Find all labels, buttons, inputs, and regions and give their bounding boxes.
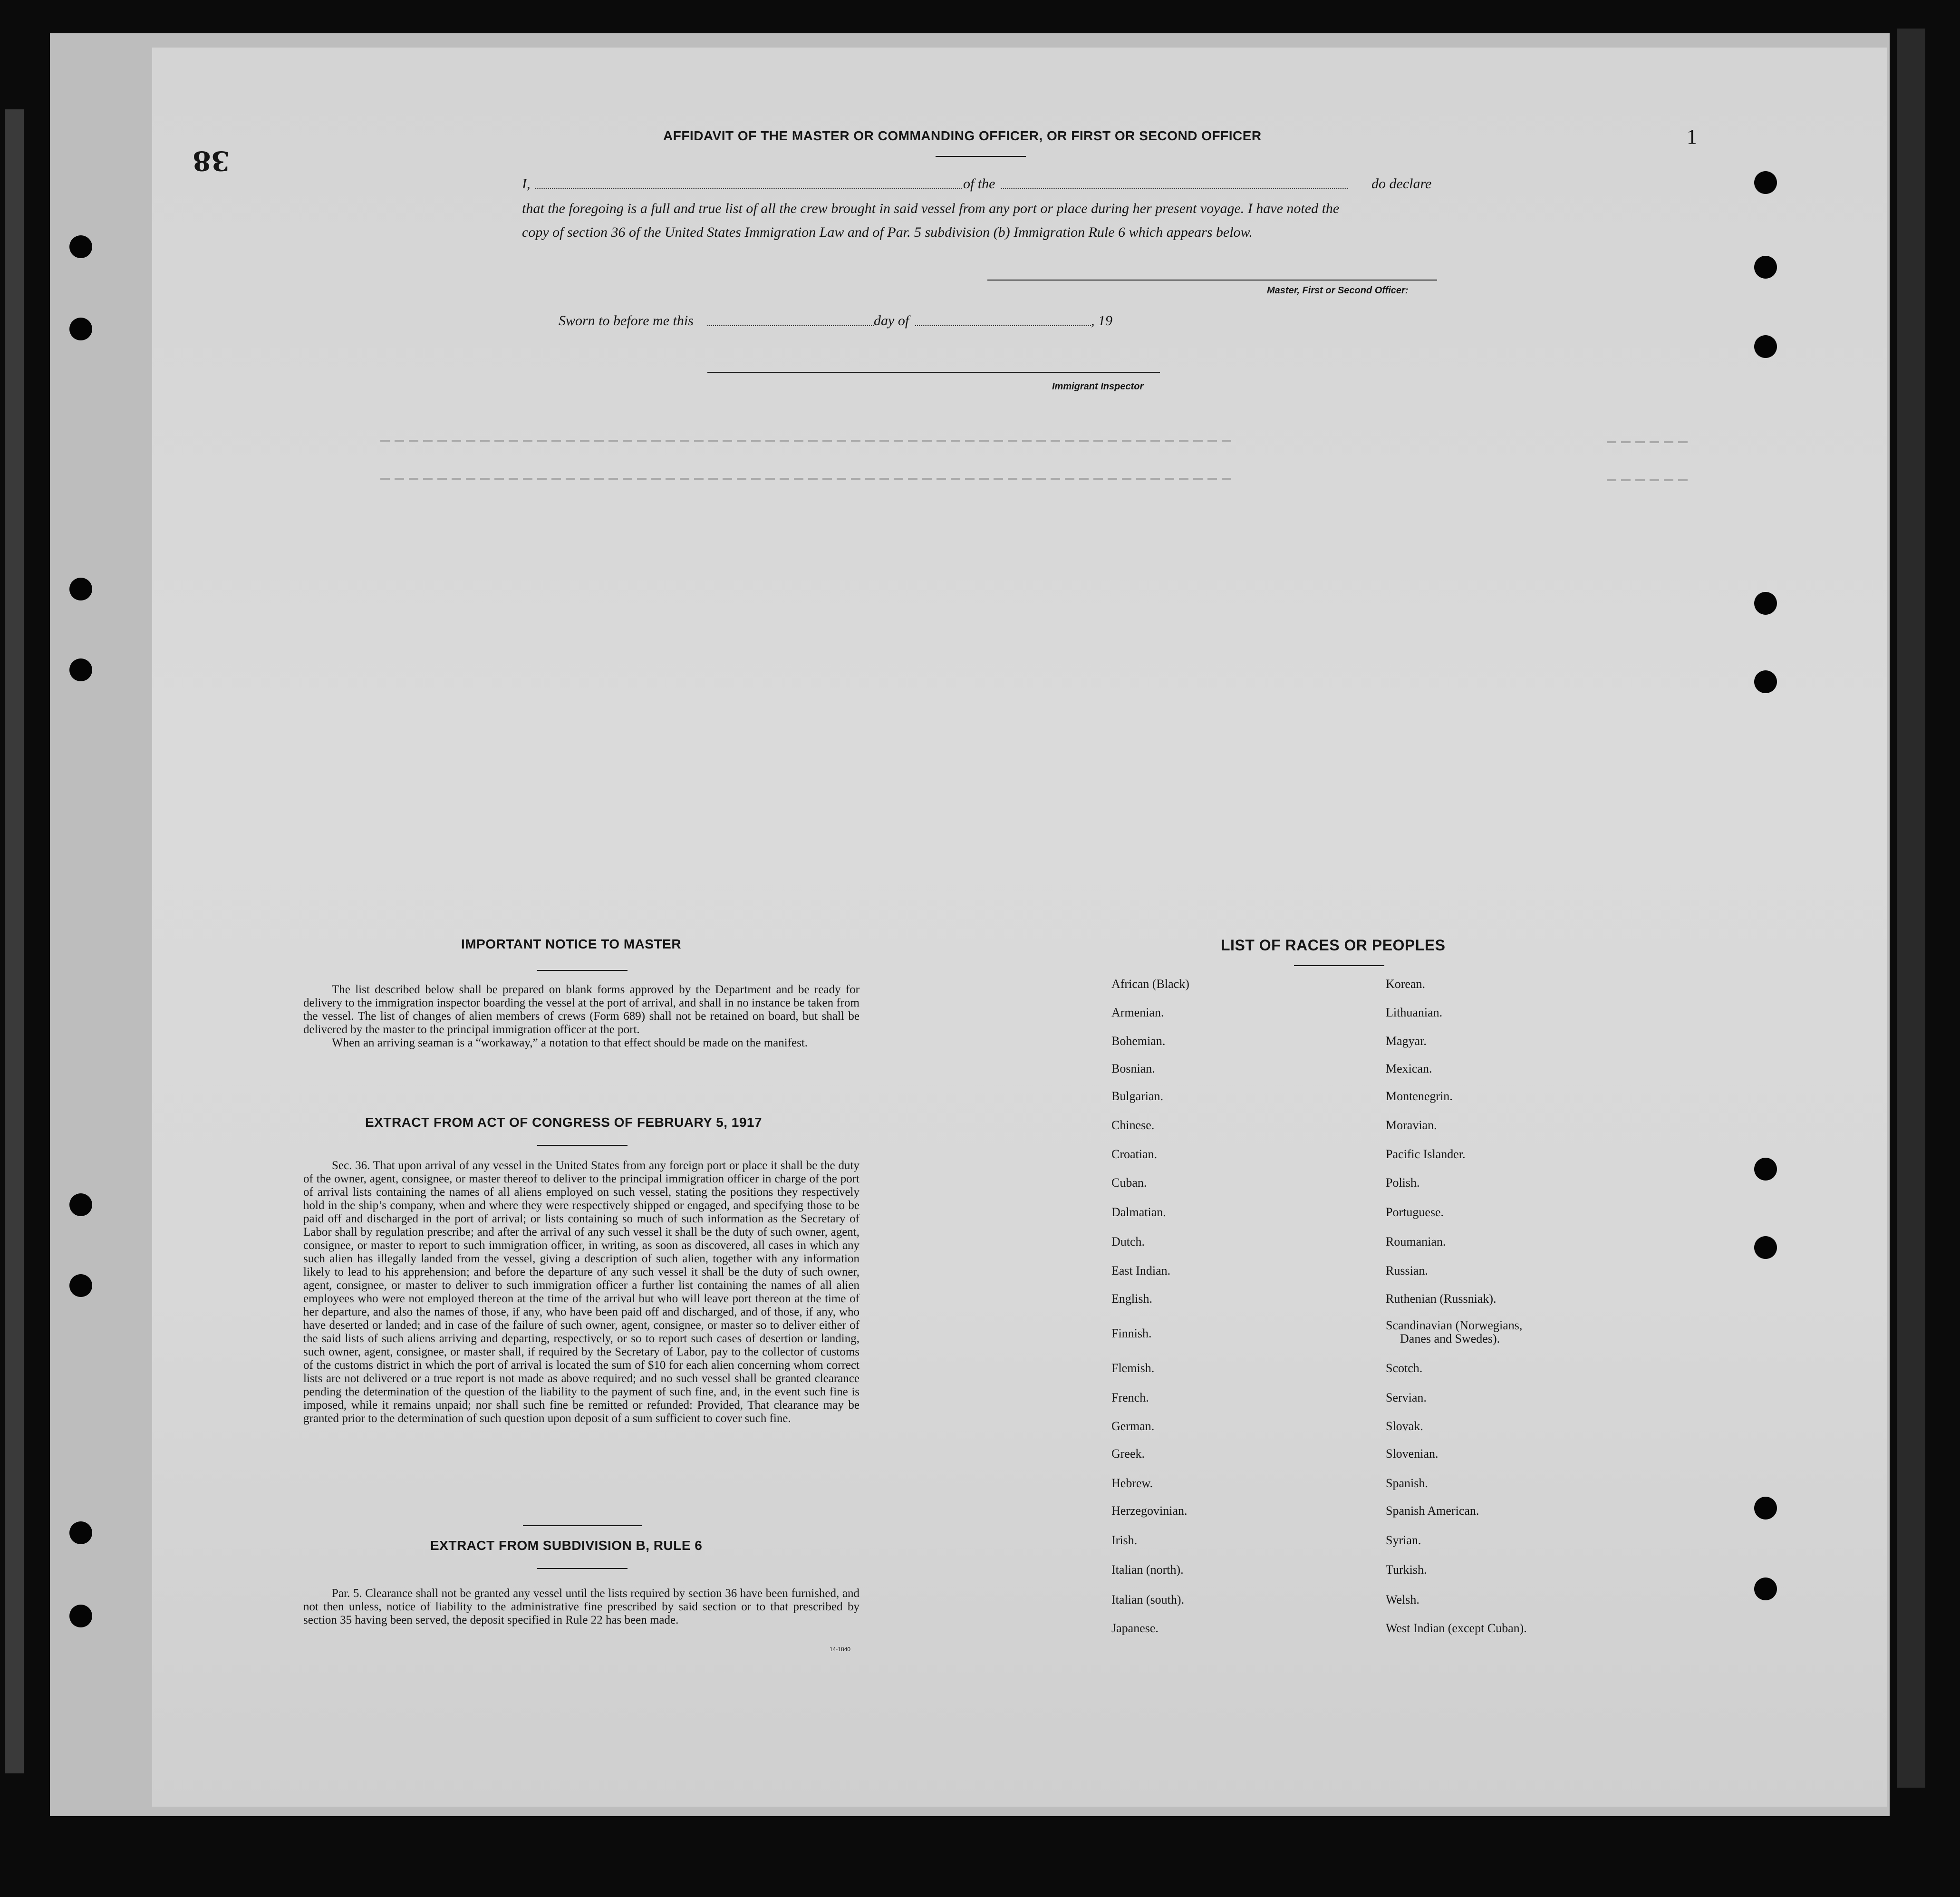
notice-title-rule — [537, 970, 628, 971]
vessel-name-line[interactable] — [1001, 188, 1348, 189]
binder-hole — [69, 235, 92, 258]
affidavit-text-line-2: that the foregoing is a full and true list of all the crew brought in said vessel from any port or place during her present voyage. I have noted the — [522, 201, 1340, 216]
right-page-edge — [1897, 29, 1925, 1788]
race-item: Italian (north). — [1111, 1563, 1184, 1577]
show-through-row — [1607, 479, 1692, 481]
rule-extract-text: Par. 5. Clearance shall not be granted any vessel until the lists required by section 36 have been furnished, and not then unless, notice of liability to the administrative fine prescribed by said section or to that prescribed by section 35 having been served, the deposit specified in Rule 22 has been made. — [303, 1587, 859, 1626]
race-item: Slovak. — [1386, 1419, 1423, 1433]
race-item: Servian. — [1386, 1391, 1427, 1404]
binder-hole — [1754, 1236, 1777, 1259]
affidavit-title-rule — [936, 156, 1026, 157]
notice-paragraph-1: The list described below shall be prepared on blank forms approved by the Department and be ready for delivery to the immigration inspector boarding the vessel at the port of arrival, and shall in no instance be taken from the vessel. The list of changes of alien members of crews (Form 689) shall not be retained on board, but shall be delivered by the master to the principal immigration officer at the port. — [303, 983, 859, 1036]
race-item: Korean. — [1386, 977, 1426, 991]
binder-hole — [1754, 171, 1777, 194]
binder-hole — [1754, 1158, 1777, 1181]
race-item: Slovenian. — [1386, 1447, 1439, 1461]
act-extract-title-rule — [537, 1145, 628, 1146]
race-item: Italian (south). — [1111, 1593, 1185, 1607]
affidavit-text-line-3: copy of section 36 of the United States Immigration Law and of Par. 5 subdivision (b) Immigration Rule 6 which appears below. — [522, 224, 1253, 240]
race-item: Magyar. — [1386, 1034, 1427, 1048]
show-through-row — [1607, 441, 1692, 443]
corner-mark: 1 — [1687, 125, 1697, 148]
rule-extract-title-rule — [537, 1568, 628, 1569]
affidavit-title: AFFIDAVIT OF THE MASTER OR COMMANDING OFFICER, OR FIRST OR SECOND OFFICER — [663, 128, 1262, 143]
race-item: Portuguese. — [1386, 1205, 1444, 1219]
master-signature-line[interactable] — [987, 280, 1437, 281]
race-item: Bohemian. — [1111, 1034, 1166, 1048]
race-item: Roumanian. — [1386, 1235, 1446, 1249]
race-item: Spanish. — [1386, 1476, 1428, 1490]
sworn-year-label: , 19 — [1091, 313, 1112, 329]
binder-hole — [69, 658, 92, 681]
rule-extract-body — [303, 1587, 859, 1627]
races-left-column — [1111, 977, 1359, 1643]
rule-extract-title: EXTRACT FROM SUBDIVISION B, RULE 6 — [430, 1538, 703, 1553]
race-item: Scandinavian (Norwegians, — [1386, 1318, 1523, 1332]
binder-hole — [1754, 592, 1777, 615]
binder-hole — [1754, 335, 1777, 358]
binder-hole — [69, 318, 92, 340]
binder-hole — [69, 578, 92, 600]
master-signature-label: Master, First or Second Officer: — [1267, 285, 1409, 296]
race-item: Cuban. — [1111, 1176, 1147, 1190]
race-item: Armenian. — [1111, 1006, 1164, 1019]
race-item: Irish. — [1111, 1533, 1138, 1547]
sworn-month-line[interactable] — [915, 325, 1091, 326]
sworn-day-of-label: day of — [874, 313, 909, 329]
race-item: Scotch. — [1386, 1361, 1423, 1375]
race-item: Ruthenian (Russniak). — [1386, 1292, 1497, 1306]
races-title-rule — [1294, 965, 1384, 966]
binder-hole — [69, 1605, 92, 1627]
race-item: Mexican. — [1386, 1062, 1432, 1075]
affidavit-of-the-label: of the — [963, 176, 995, 192]
binder-hole — [1754, 670, 1777, 693]
race-item: Flemish. — [1111, 1361, 1155, 1375]
race-item: English. — [1111, 1292, 1152, 1306]
sworn-prefix: Sworn to before me this — [559, 313, 694, 329]
races-title: LIST OF RACES OR PEOPLES — [1221, 937, 1446, 954]
race-item: African (Black) — [1111, 977, 1189, 991]
race-item: Turkish. — [1386, 1563, 1427, 1577]
race-item: Moravian. — [1386, 1118, 1437, 1132]
race-item: Chinese. — [1111, 1118, 1155, 1132]
act-extract-end-rule — [523, 1525, 642, 1526]
binder-hole — [1754, 1578, 1777, 1600]
affidavit-declare-label: do declare — [1371, 176, 1432, 192]
binder-hole — [69, 1521, 92, 1544]
act-extract-title: EXTRACT FROM ACT OF CONGRESS OF FEBRUARY 5, 1917 — [365, 1115, 763, 1130]
race-item: Montenegrin. — [1386, 1089, 1453, 1103]
notice-body — [303, 983, 859, 1050]
sworn-day-line[interactable] — [707, 325, 874, 326]
form-number: 14-1840 — [830, 1646, 851, 1653]
act-extract-text: Sec. 36. That upon arrival of any vessel in the United States from any foreign port or place it shall be the duty of the owner, agent, consignee, or master thereof to deliver to the principal immigration officer in charge of the port of arrival lists containing the names of all aliens employed on such vessel, stating the positions they respectively hold in the ship’s company, when and where they were respectively shipped or engaged, and specifying those to be paid off and discharged in the port of arrival; or lists containing so much of such information as the Secretary of Labor shall by regulation prescribe; and after the arrival of any such vessel it shall be the duty of such owner, agent, consignee, or master to report to such immigration officer, in writing, as soon as discovered, all cases in which any such alien has illegally landed from the vessel, giving a description of such alien, together with any information likely to lead to his apprehension; and before the departure of any such vessel it shall be the duty of such owner, agent, consignee, or master to deliver to such immigration officer a further list containing the names of all alien employees who were not employed thereon at the time of the arrival but who will leave port thereon at the time of her departure, and also the names of those, if any, who have been paid off and discharged, and of those, if any, who have deserted or landed; and in case of the failure of such owner, agent, consignee, or master so to deliver either of the said lists of such aliens arriving and departing, respectively, or so to report such cases of desertion or landing, such owner, agent, consignee, or master shall, if required by the Secretary of Labor, pay to the collector of customs of the customs district in which the port of arrival is located the sum of $10 for each alien concerning whom correct lists are not delivered or a true report is not made as above required; and no such vessel shall be granted clearance pending the determination of the question of the liability to the payment of such fine, and, in the event such fine is imposed, while it remains unpaid; nor shall such fine be remitted or refunded: Provided, That clearance may be granted prior to the determination of such question upon deposit of a sum sufficient to cover such fine. — [303, 1159, 859, 1425]
show-through-row — [380, 478, 1236, 480]
master-name-line[interactable] — [535, 188, 962, 189]
race-item: Dutch. — [1111, 1235, 1145, 1249]
race-item: Pacific Islander. — [1386, 1147, 1466, 1161]
race-item: Polish. — [1386, 1176, 1420, 1190]
race-item: Russian. — [1386, 1264, 1428, 1278]
binder-hole — [69, 1193, 92, 1216]
inspector-signature-label: Immigrant Inspector — [1052, 381, 1144, 392]
affidavit-i-label: I, — [522, 176, 531, 192]
show-through-row — [380, 440, 1236, 442]
race-item: Danes and Swedes). — [1400, 1332, 1500, 1345]
race-item: Japanese. — [1111, 1621, 1159, 1635]
race-item: German. — [1111, 1419, 1155, 1433]
inspector-signature-line[interactable] — [707, 372, 1160, 373]
race-item: Herzegovinian. — [1111, 1504, 1188, 1518]
binder-hole — [1754, 1497, 1777, 1520]
race-item: Dalmatian. — [1111, 1205, 1166, 1219]
race-item: Lithuanian. — [1386, 1006, 1443, 1019]
race-item: Bulgarian. — [1111, 1089, 1164, 1103]
race-item: Finnish. — [1111, 1326, 1152, 1340]
race-item: West Indian (except Cuban). — [1386, 1621, 1527, 1635]
race-item: East Indian. — [1111, 1264, 1171, 1278]
race-item: Bosnian. — [1111, 1062, 1155, 1075]
race-item: Syrian. — [1386, 1533, 1421, 1547]
notice-paragraph-2: When an arriving seaman is a “workaway,” a notation to that effect should be made on the manifest. — [332, 1036, 808, 1049]
act-extract-body — [303, 1159, 859, 1425]
page-number: 38 — [193, 145, 230, 176]
race-item: Spanish American. — [1386, 1504, 1479, 1518]
race-item: Welsh. — [1386, 1593, 1419, 1607]
races-right-column — [1386, 977, 1633, 1643]
binder-hole — [1754, 256, 1777, 279]
left-binder-strip — [5, 109, 24, 1773]
race-item: French. — [1111, 1391, 1149, 1404]
race-item: Croatian. — [1111, 1147, 1158, 1161]
race-item: Hebrew. — [1111, 1476, 1153, 1490]
race-item: Greek. — [1111, 1447, 1145, 1461]
binder-hole — [69, 1274, 92, 1297]
notice-title: IMPORTANT NOTICE TO MASTER — [461, 937, 682, 951]
